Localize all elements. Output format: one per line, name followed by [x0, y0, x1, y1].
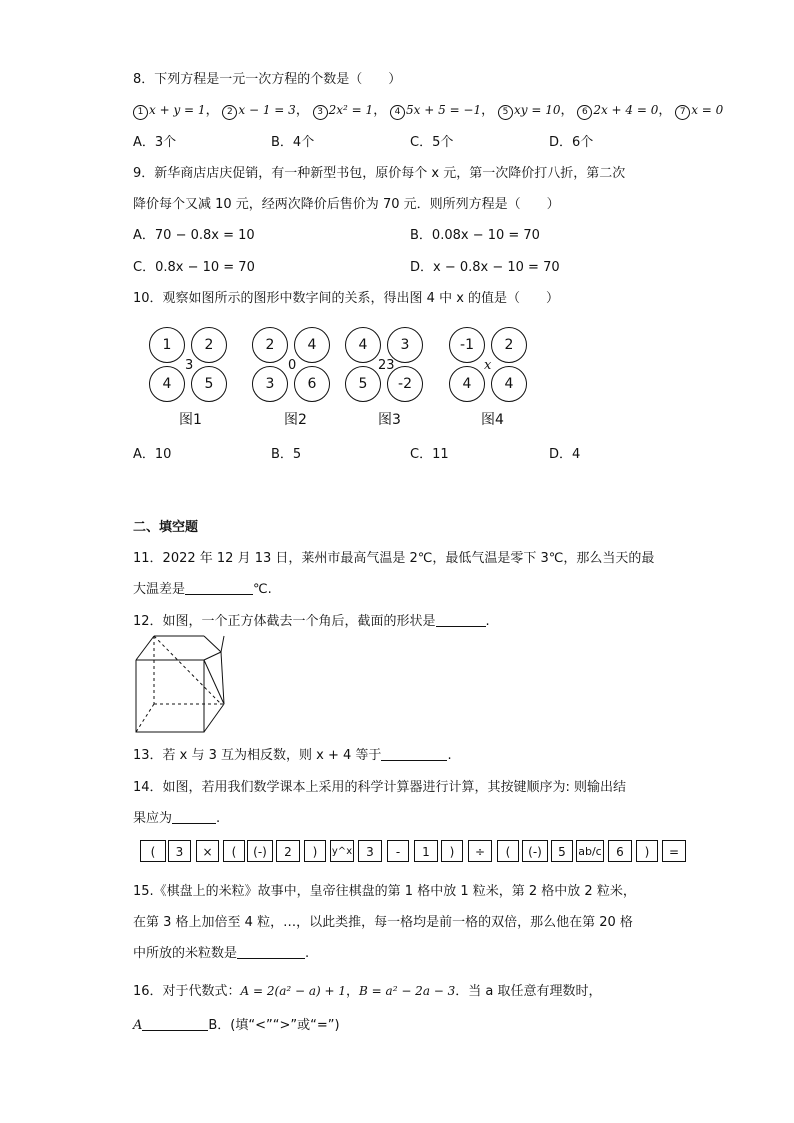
q8-item-6: 2x + 4 = 0: [593, 103, 659, 117]
q8-item-3: 2x² = 1: [328, 103, 374, 117]
q14-line-2-pre: 果应为: [133, 811, 173, 826]
circle-num-5: 5: [498, 105, 513, 120]
key-3[interactable]: 3: [168, 840, 191, 862]
q15-line-3: [133, 942, 309, 961]
key-power[interactable]: y^x: [330, 840, 354, 862]
q14-line-2-post: .: [216, 811, 221, 826]
fig4-bottom-left: 4: [449, 366, 485, 402]
fig4-top-left: -1: [449, 327, 485, 363]
fig4-top-right: 2: [491, 327, 527, 363]
q14-line-2: [133, 807, 220, 826]
q16-expr-b: B = a² − 2a − 3: [359, 984, 456, 998]
fig3-center: 23: [378, 358, 395, 373]
q13-line: [133, 744, 452, 763]
fig2-top-left: 2: [252, 327, 288, 363]
q16-line-2: [133, 1014, 340, 1033]
figure-4: [449, 327, 531, 427]
q16-pre: 16．对于代数式：: [133, 984, 241, 999]
fig1-center: 3: [185, 358, 194, 373]
fig4-bottom-right: 4: [491, 366, 527, 402]
q12-pre: 12．如图，一个正方体截去一个角后，截面的形状是: [133, 614, 436, 629]
q13-pre: 13．若 x 与 3 互为相反数，则 x + 4 等于: [133, 748, 382, 763]
circle-num-6: 6: [577, 105, 592, 120]
q10-option-c: C．11: [410, 447, 449, 462]
q15-line-3-pre: 中所放的米粒数是: [133, 946, 238, 961]
q8-item-4: 5x + 5 = −1: [406, 103, 482, 117]
q14-answer-blank[interactable]: [172, 811, 216, 824]
fig1-bottom-right: 5: [191, 366, 227, 402]
fig1-top-right: 2: [191, 327, 227, 363]
q9-line-1: 9．新华商店店庆促销，有一种新型书包，原价每个 x 元，第一次降价打八折，第二次: [133, 166, 626, 181]
fig2-bottom-right: 6: [294, 366, 330, 402]
q15-line-3-post: .: [305, 946, 310, 961]
q11-answer-blank[interactable]: [185, 582, 253, 595]
fig1-bottom-left: 4: [149, 366, 185, 402]
q8-item-1: x + y = 1: [149, 103, 206, 117]
fig3-bottom-left: 5: [345, 366, 381, 402]
q14-line-1: 14．如图，若用我们数学课本上采用的科学计算器进行计算，其按键顺序为: 则输出结: [133, 780, 627, 795]
q10-stem: 10．观察如图所示的图形中数字间的关系，得出图 4 中 x 的值是（ ）: [133, 291, 560, 306]
q8-stem: 8．下列方程是一元一次方程的个数是（ ）: [133, 72, 402, 87]
figure-3: [345, 327, 427, 427]
q12-answer-blank[interactable]: [436, 614, 486, 627]
fig2-bottom-left: 3: [252, 366, 288, 402]
circle-num-2: 2: [222, 105, 237, 120]
key-negative[interactable]: (-): [522, 840, 548, 862]
fig2-label: 图2: [284, 412, 307, 428]
q12-post: .: [485, 614, 490, 629]
fig1-label: 图1: [179, 412, 202, 428]
q15-line-2: 在第 3 格上加倍至 4 粒，…，以此类推，每一格均是前一格的双倍，那么他在第 20 格: [133, 915, 633, 930]
key-open-paren[interactable]: (: [140, 840, 166, 862]
fig4-label: 图4: [481, 412, 504, 428]
key-6[interactable]: 6: [608, 840, 632, 862]
key-close-paren[interactable]: ): [636, 840, 658, 862]
q9-option-b: B．0.08x − 10 = 70: [410, 228, 540, 243]
key-multiply[interactable]: ×: [196, 840, 219, 862]
q16-var-a: A: [133, 1018, 143, 1033]
key-1[interactable]: 1: [414, 840, 438, 862]
q9-option-d: D．x − 0.8x − 10 = 70: [410, 260, 560, 275]
fig1-top-left: 1: [149, 327, 185, 363]
key-minus[interactable]: -: [387, 840, 409, 862]
key-open-paren[interactable]: (: [223, 840, 245, 862]
figure-1: [149, 327, 231, 427]
q16-line-2-rest: B．(填“<”“>”或“=”): [208, 1018, 340, 1033]
key-divide[interactable]: ÷: [468, 840, 492, 862]
q11-line-2-pre: 大温差是: [133, 582, 186, 597]
fig2-center: 0: [288, 358, 297, 373]
q11-line-2-post: ℃.: [253, 582, 272, 597]
q8-items: 1 x + y = 1， 2 x − 1 = 3， 3 2x² = 1， 4 5x + 5 = −1， 5 xy = 10， 6 2x + 4 = 0， 7 x = 0: [133, 99, 723, 120]
q9-option-c: C．0.8x − 10 = 70: [133, 260, 255, 275]
q8-option-b: B．4个: [271, 135, 315, 150]
key-close-paren[interactable]: ): [441, 840, 463, 862]
key-negative[interactable]: (-): [247, 840, 273, 862]
key-5[interactable]: 5: [551, 840, 573, 862]
q10-option-d: D．4: [549, 447, 581, 462]
fig2-top-right: 4: [294, 327, 330, 363]
q11-line-1: 11．2022 年 12 月 13 日，莱州市最高气温是 2℃，最低气温是零下 3℃，那么当天的最: [133, 551, 655, 566]
q8-option-d: D．6个: [549, 135, 594, 150]
circle-num-1: 1: [133, 105, 148, 120]
q9-option-a: A．70 − 0.8x = 10: [133, 228, 255, 243]
circle-num-7: 7: [675, 105, 690, 120]
q12-line: [133, 610, 490, 629]
q15-answer-blank[interactable]: [237, 946, 305, 959]
key-fraction[interactable]: ab/c: [576, 840, 604, 862]
q8-option-c: C．5个: [410, 135, 454, 150]
key-3[interactable]: 3: [358, 840, 382, 862]
circle-num-3: 3: [313, 105, 328, 120]
fig3-top-right: 3: [387, 327, 423, 363]
circle-num-4: 4: [390, 105, 405, 120]
fig3-label: 图3: [378, 412, 401, 428]
q15-line-1: 15.《棋盘上的米粒》故事中，皇帝往棋盘的第 1 格中放 1 粒米，第 2 格中放 2 粒米，: [133, 884, 636, 899]
key-2[interactable]: 2: [276, 840, 300, 862]
key-close-paren[interactable]: ): [304, 840, 326, 862]
q10-option-a: A．10: [133, 447, 172, 462]
fig3-bottom-right: -2: [387, 366, 423, 402]
q8-option-a: A．3个: [133, 135, 177, 150]
fig3-top-left: 4: [345, 327, 381, 363]
q8-item-7: x = 0: [691, 103, 724, 117]
section-title: 二、填空题: [133, 520, 199, 535]
q8-item-5: xy = 10: [513, 103, 561, 117]
q10-option-b: B．5: [271, 447, 302, 462]
q9-line-2: 降价每个又减 10 元，经两次降价后售价为 70 元．则所列方程是（ ）: [133, 197, 560, 212]
fig4-center: x: [484, 358, 492, 373]
q11-line-2: [133, 578, 272, 597]
truncated-cube-figure: [134, 634, 228, 734]
q16-answer-blank[interactable]: [142, 1018, 208, 1031]
q16-sep: ，: [346, 984, 360, 999]
q13-answer-blank[interactable]: [381, 748, 447, 761]
q16-line-1: [133, 980, 602, 999]
q8-item-2: x − 1 = 3: [238, 103, 296, 117]
key-open-paren[interactable]: (: [497, 840, 519, 862]
q16-post: ．当 a 取任意有理数时，: [455, 984, 602, 999]
q16-expr-a: A = 2(a² − a) + 1: [240, 984, 347, 998]
key-equals[interactable]: =: [662, 840, 686, 862]
q13-post: .: [447, 748, 452, 763]
figure-2: [252, 327, 334, 427]
